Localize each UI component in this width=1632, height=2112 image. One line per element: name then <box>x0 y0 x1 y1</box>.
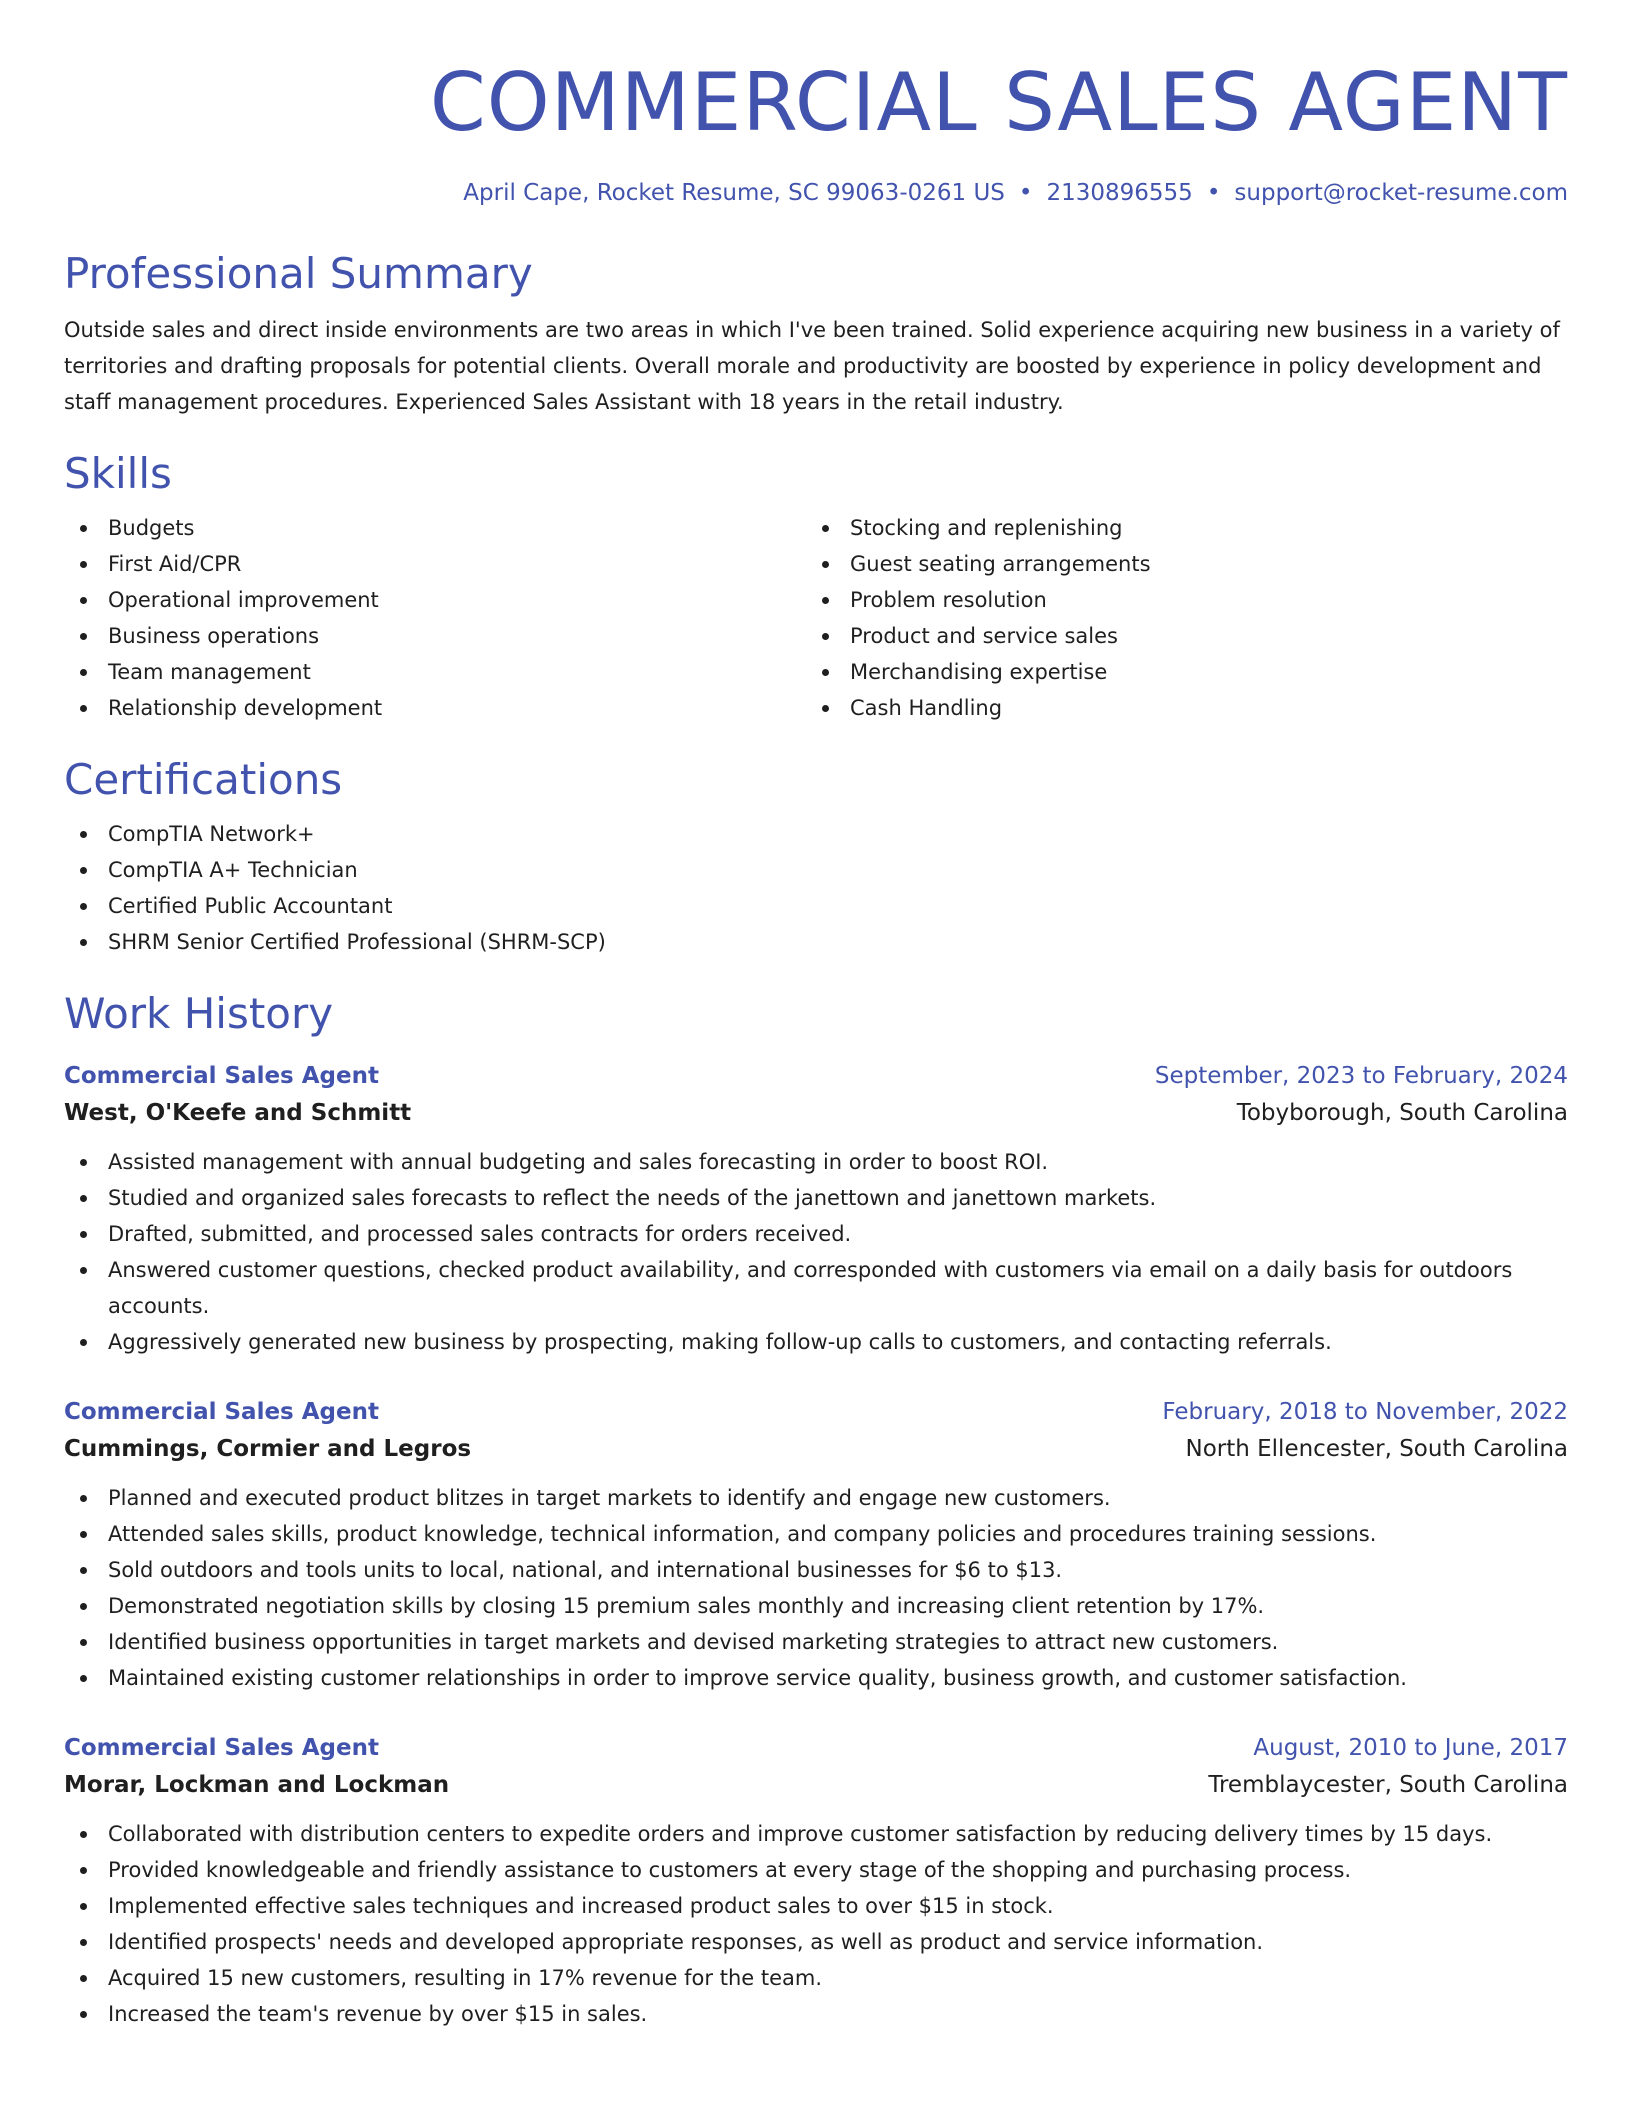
skills-heading: Skills <box>64 449 172 498</box>
job-location: Tobyborough, South Carolina <box>1236 1100 1568 1126</box>
job-duty-item: Identified business opportunities in target markets and devised marketing strategies to attract new customers. <box>64 1624 1568 1660</box>
job-duty-item: Increased the team's revenue by over $15 in sales. <box>64 1996 1568 2032</box>
job-company-row <box>64 1430 1568 1468</box>
job-duty-item: Assisted management with annual budgeting and sales forecasting in order to boost ROI. <box>64 1144 1568 1180</box>
job-duty-item: Studied and organized sales forecasts to reflect the needs of the janettown and janettown markets. <box>64 1180 1568 1216</box>
certifications-heading: Certifications <box>64 755 343 804</box>
skill-item: Guest seating arrangements <box>806 546 1568 582</box>
job-duty-item: Planned and executed product blitzes in target markets to identify and engage new customers. <box>64 1480 1568 1516</box>
certification-item: CompTIA Network+ <box>64 816 1568 852</box>
job-duty-item: Implemented effective sales techniques and increased product sales to over $15 in stock. <box>64 1888 1568 1924</box>
work-history-list <box>64 1058 1568 2032</box>
job-duties-list <box>64 1480 1568 1696</box>
work-history-heading: Work History <box>64 989 334 1038</box>
job-company-row <box>64 1766 1568 1804</box>
summary-text: Outside sales and direct inside environments are two areas in which I've been trained. Solid experience acquiring new business in a variety of territories and drafting proposals for potential clients. Overall morale and productivity are boosted by experience in policy development and staff management procedures. Experienced Sales Assistant with 18 years in the retail industry. <box>64 318 1560 414</box>
job-title: Commercial Sales Agent <box>64 1399 379 1425</box>
certification-item: CompTIA A+ Technician <box>64 852 1568 888</box>
job-duty-item: Identified prospects' needs and developed appropriate responses, as well as product and service information. <box>64 1924 1568 1960</box>
job-company: Morar, Lockman and Lockman <box>64 1772 450 1798</box>
skills-column-right <box>806 510 1568 726</box>
job-company: West, O'Keefe and Schmitt <box>64 1100 412 1126</box>
certification-item: Certified Public Accountant <box>64 888 1568 924</box>
job-duty-item: Attended sales skills, product knowledge, technical information, and company policies and procedures training sessions. <box>64 1516 1568 1552</box>
job-duty-item: Aggressively generated new business by prospecting, making follow-up calls to customers, and contacting referrals. <box>64 1324 1568 1360</box>
skill-item: Cash Handling <box>806 690 1568 726</box>
job-duties-list <box>64 1816 1568 2032</box>
job-duty-item: Demonstrated negotiation skills by closing 15 premium sales monthly and increasing client retention by 17%. <box>64 1588 1568 1624</box>
skills-grid <box>64 510 1568 726</box>
job-dates: September, 2023 to February, 2024 <box>1154 1063 1568 1089</box>
job-duty-item: Sold outdoors and tools units to local, national, and international businesses for $6 to $13. <box>64 1552 1568 1588</box>
contact-separator: • <box>1206 180 1221 206</box>
job-entry <box>64 1058 1568 1360</box>
contact-separator: • <box>1018 180 1033 206</box>
certification-item: SHRM Senior Certified Professional (SHRM-SCP) <box>64 924 1568 960</box>
skill-item: Relationship development <box>64 690 806 726</box>
skill-item-list <box>64 510 806 726</box>
resume-page <box>64 48 1568 2032</box>
job-title: Commercial Sales Agent <box>64 1063 379 1089</box>
skill-item: First Aid/CPR <box>64 546 806 582</box>
summary-heading: Professional Summary <box>64 249 533 298</box>
job-duty-item: Maintained existing customer relationships in order to improve service quality, business growth, and customer satisfaction. <box>64 1660 1568 1696</box>
job-title-row <box>64 1394 1568 1430</box>
job-company-row <box>64 1094 1568 1132</box>
skills-column-left <box>64 510 806 726</box>
job-duty-item: Collaborated with distribution centers to expedite orders and improve customer satisfaction by reducing delivery times by 15 days. <box>64 1816 1568 1852</box>
skill-item: Merchandising expertise <box>806 654 1568 690</box>
job-duty-item: Drafted, submitted, and processed sales contracts for orders received. <box>64 1216 1568 1252</box>
job-entry <box>64 1730 1568 2032</box>
job-duty-item: Acquired 15 new customers, resulting in 17% revenue for the team. <box>64 1960 1568 1996</box>
job-company: Cummings, Cormier and Legros <box>64 1436 472 1462</box>
job-title: Commercial Sales Agent <box>64 1735 379 1761</box>
job-title-row <box>64 1058 1568 1094</box>
contact-email: support@rocket-resume.com <box>1234 180 1568 206</box>
skill-item: Team management <box>64 654 806 690</box>
skill-item: Budgets <box>64 510 806 546</box>
skill-item: Product and service sales <box>806 618 1568 654</box>
job-entry <box>64 1394 1568 1696</box>
job-title-row <box>64 1730 1568 1766</box>
job-duty-item: Answered customer questions, checked product availability, and corresponded with customers via email on a daily basis for outdoors accounts. <box>64 1252 1568 1324</box>
contact-line <box>64 178 1568 208</box>
job-dates: August, 2010 to June, 2017 <box>1253 1735 1568 1761</box>
skill-item: Business operations <box>64 618 806 654</box>
contact-phone: 2130896555 <box>1046 180 1193 206</box>
skill-item: Operational improvement <box>64 582 806 618</box>
job-duty-item: Provided knowledgeable and friendly assistance to customers at every stage of the shopping and purchasing process. <box>64 1852 1568 1888</box>
contact-address: April Cape, Rocket Resume, SC 99063-0261 US <box>463 180 1005 206</box>
skill-item-list <box>806 510 1568 726</box>
job-location: Tremblaycester, South Carolina <box>1208 1772 1568 1798</box>
job-duties-list <box>64 1144 1568 1360</box>
job-dates: February, 2018 to November, 2022 <box>1162 1399 1568 1425</box>
job-location: North Ellencester, South Carolina <box>1185 1436 1568 1462</box>
skill-item: Stocking and replenishing <box>806 510 1568 546</box>
certification-item-list <box>64 816 1568 960</box>
skill-item: Problem resolution <box>806 582 1568 618</box>
resume-name-title: COMMERCIAL SALES AGENT <box>429 56 1568 149</box>
